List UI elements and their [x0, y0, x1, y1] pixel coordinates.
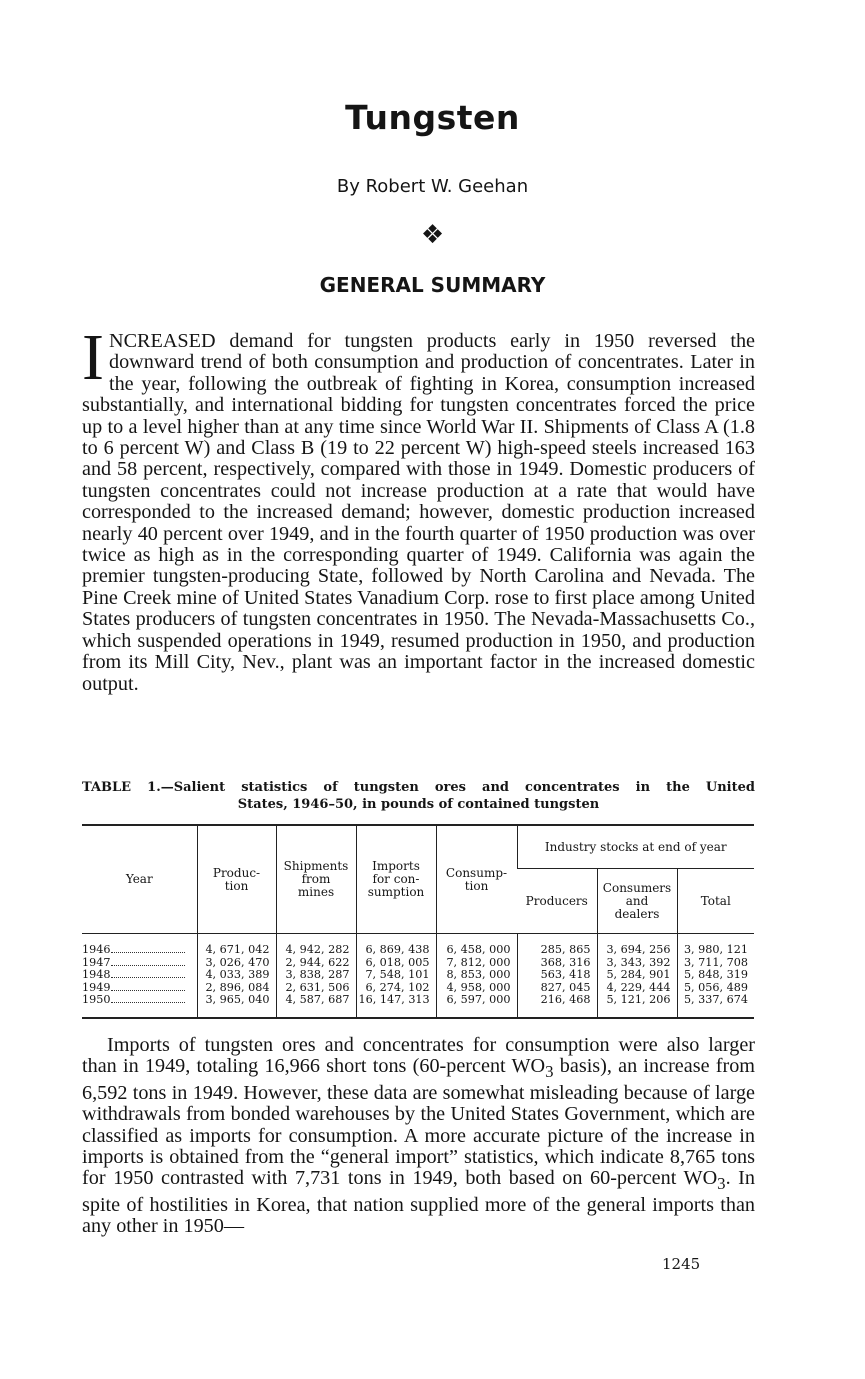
summary-paragraph: [82, 321, 755, 695]
year-cell: [82, 969, 197, 982]
production-cell: 4, 033, 389: [197, 969, 276, 982]
dot-leader: [111, 1002, 184, 1003]
shipments-cell: 4, 587, 687: [276, 994, 356, 1018]
header-imports: [356, 825, 436, 934]
year-label: 1950: [82, 993, 111, 1007]
header-imports-text: Imports for con- sumption: [367, 859, 425, 899]
producers-stock-cell: 285, 865: [517, 934, 597, 957]
year-label: 1947: [82, 955, 111, 969]
production-cell: 3, 026, 470: [197, 957, 276, 970]
consumption-cell: 6, 458, 000: [436, 934, 517, 957]
year-cell: [82, 934, 197, 957]
consumers-stock-cell: 5, 121, 206: [597, 994, 677, 1018]
table-caption-line-2: States, 1946–50, in pounds of contained tungsten: [237, 797, 600, 812]
imports-paragraph-text-c: . In spite of hostilities in Korea, that nation supplied more of the general imports than any other in 1950—: [82, 1167, 755, 1238]
dot-leader: [111, 952, 184, 953]
imports-paragraph-text-b: basis), an increase from 6,592 tons in 1949. However, these data are somewhat misleading because of large withdrawals from bonded warehouses by the United States Government, which are classified as imports for consumption. A more accurate picture of the increase in imports is obtained from the “general import” statistics, which indicate 8,765 tons for 1950 contrasted with 7,731 tons in 1949, both based on 60-percent WO: [82, 1055, 755, 1190]
header-total: Total: [677, 869, 754, 934]
consumption-cell: 8, 853, 000: [436, 969, 517, 982]
header-consumption-text: Consump- tion: [445, 865, 508, 893]
imports-cell: 16, 147, 313: [356, 994, 436, 1018]
producers-stock-cell: 368, 316: [517, 957, 597, 970]
table-caption: [82, 779, 755, 813]
consumers-stock-cell: 4, 229, 444: [597, 982, 677, 995]
consumption-cell: 6, 597, 000: [436, 994, 517, 1018]
producers-stock-cell: 216, 468: [517, 994, 597, 1018]
consumers-stock-cell: 3, 694, 256: [597, 934, 677, 957]
header-consumption: [436, 825, 517, 934]
ornament-icon: ❖: [420, 220, 445, 250]
production-cell: 3, 965, 040: [197, 994, 276, 1018]
table-caption-line-1: TABLE 1.—Salient statistics of tungsten ores and concentrates in the United: [82, 780, 755, 795]
consumers-stock-cell: 5, 284, 901: [597, 969, 677, 982]
total-stock-cell: 5, 337, 674: [677, 994, 754, 1018]
total-stock-cell: 5, 056, 489: [677, 982, 754, 995]
header-production-text: Produc- tion: [212, 865, 261, 893]
year-cell: [82, 994, 197, 1018]
header-consumers: [597, 869, 677, 934]
table-row: [82, 934, 754, 957]
header-year: Year: [82, 825, 197, 934]
consumption-cell: 4, 958, 000: [436, 982, 517, 995]
shipments-cell: 3, 838, 287: [276, 969, 356, 982]
imports-paragraph-text-a: Imports of tungsten ores and concentrates for consumption were also larger than in 1949, totaling 16,966 short tons (60-percent WO: [82, 1034, 755, 1078]
consumption-cell: 7, 812, 000: [436, 957, 517, 970]
dot-leader: [111, 965, 184, 966]
section-heading: GENERAL SUMMARY: [319, 273, 546, 297]
table-row: [82, 994, 754, 1018]
page-number: 1245: [662, 1255, 701, 1273]
producers-stock-cell: 563, 418: [517, 969, 597, 982]
header-producers: Producers: [517, 869, 597, 934]
year-label: 1949: [82, 980, 111, 994]
summary-paragraph-text: NCREASED demand for tungsten products early in 1950 reversed the downward trend of both consumption and production of concentrates. Later in the year, following the outbreak of fighting in Korea, consumption increased substantially, and international bidding for tungsten concentrates forced the price up to a level higher than at any time since World War II. Shipments of Class A (1.8 to 6 percent W) and Class B (19 to 22 percent W) high-speed steels increased 163 and 58 percent, respectively, compared with those in 1949. Domestic producers of tungsten concentrates could not increase production at a rate that would have corresponded to the increased demand; however, domestic production increased nearly 40 percent over 1949, and in the fourth quarter of 1950 production was over twice as high as in the corresponding quarter of 1949. California was again the premier tungsten-producing State, followed by North Carolina and Nevada. The Pine Creek mine of United States Vanadium Corp. rose to first place among United States producers of tungsten concentrates in 1950. The Nevada-Massachusetts Co., which suspended operations in 1949, resumed production in 1950, and production from its Mill City, Nev., plant was an important factor in the increased domestic output.: [82, 330, 755, 695]
page-title: Tungsten: [345, 98, 520, 137]
header-shipments-text: Shipments from mines: [283, 859, 349, 899]
shipments-cell: 2, 944, 622: [276, 957, 356, 970]
header-shipments: [276, 825, 356, 934]
dot-leader: [111, 990, 184, 991]
total-stock-cell: 5, 848, 319: [677, 969, 754, 982]
shipments-cell: 2, 631, 506: [276, 982, 356, 995]
production-cell: 4, 671, 042: [197, 934, 276, 957]
header-consumers-text: Consumers and dealers: [602, 880, 672, 921]
shipments-cell: 4, 942, 282: [276, 934, 356, 957]
author-byline: By Robert W. Geehan: [336, 176, 529, 197]
subscript-3: 3: [717, 1174, 726, 1194]
salient-statistics-table: [82, 824, 754, 1019]
production-cell: 2, 896, 084: [197, 982, 276, 995]
total-stock-cell: 3, 711, 708: [677, 957, 754, 970]
year-label: 1946: [82, 943, 111, 956]
producers-stock-cell: 827, 045: [517, 982, 597, 995]
table-row: [82, 969, 754, 982]
subscript-3: 3: [545, 1062, 554, 1082]
drop-cap: I: [82, 321, 104, 394]
imports-cell: 6, 018, 005: [356, 957, 436, 970]
header-stocks-group: Industry stocks at end of year: [517, 825, 754, 869]
imports-cell: 6, 274, 102: [356, 982, 436, 995]
consumers-stock-cell: 3, 343, 392: [597, 957, 677, 970]
year-label: 1948: [82, 968, 111, 982]
imports-cell: 7, 548, 101: [356, 969, 436, 982]
total-stock-cell: 3, 980, 121: [677, 934, 754, 957]
imports-paragraph: [82, 1035, 755, 1238]
header-production: [197, 825, 276, 934]
dot-leader: [111, 977, 184, 978]
imports-cell: 6, 869, 438: [356, 934, 436, 957]
